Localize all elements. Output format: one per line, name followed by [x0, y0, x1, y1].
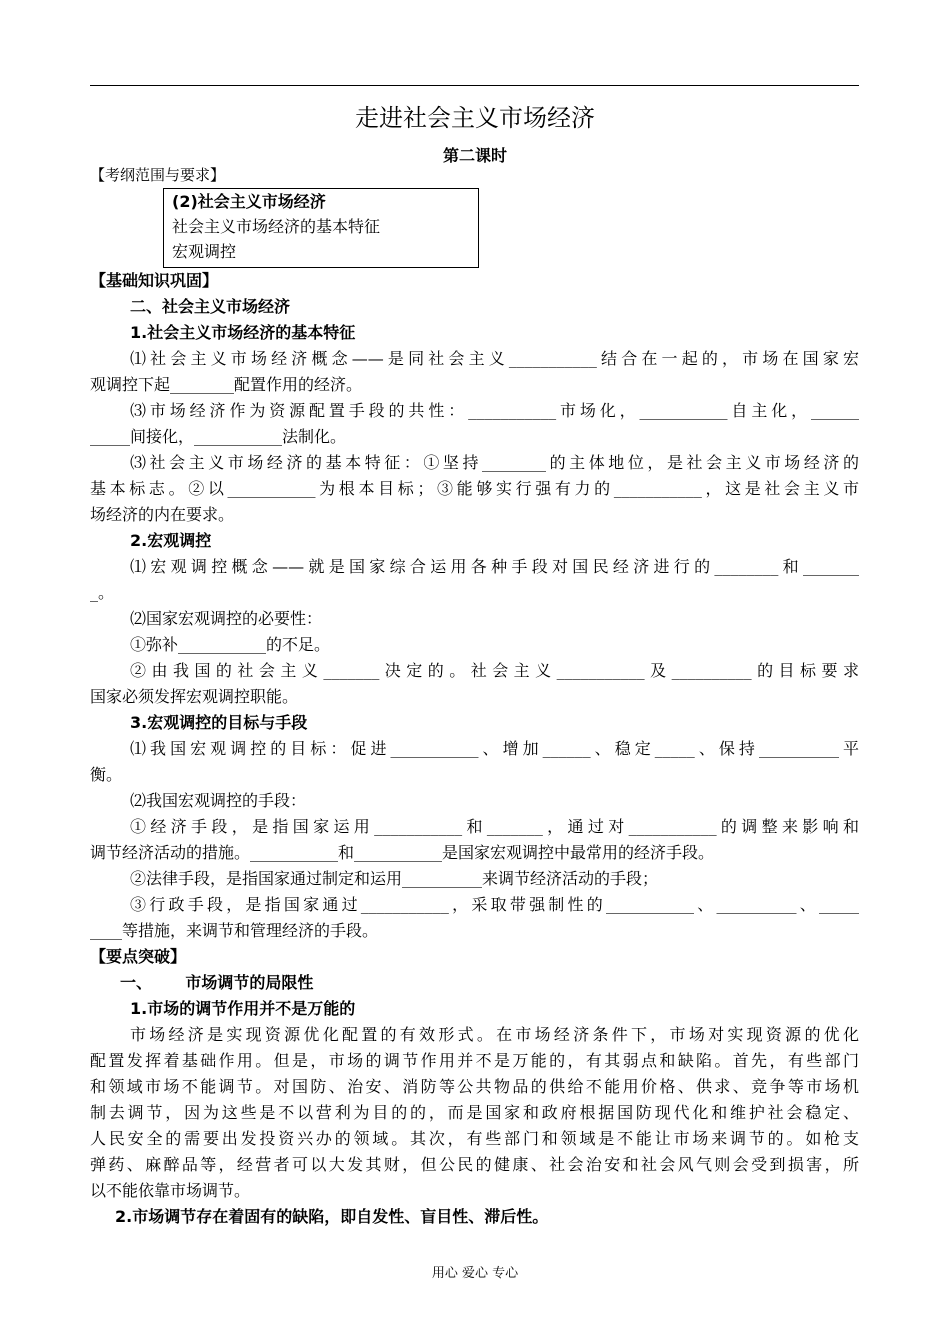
paragraph-line: ①经济手段，是指国家运用___________和_______，通过对___________的调整来影响和 [130, 817, 859, 836]
subsection-heading: 2.市场调节存在着固有的缺陷，即自发性、盲目性、滞后性。 [115, 1207, 549, 1226]
scope-box-item: 宏观调控 [172, 242, 237, 261]
paragraph-line: ____等措施，来调节和管理经济的手段。 [90, 921, 379, 940]
paragraph-line: _____间接化，___________法制化。 [90, 427, 347, 446]
paragraph-line: ②法律手段，是指国家通过制定和运用__________来调节经济活动的手段； [130, 869, 659, 888]
paragraph-line: ⑵我国宏观调控的手段： [130, 791, 307, 810]
paragraph-line: 国家必须发挥宏观调控职能。 [90, 687, 299, 706]
paragraph-line: 制去调节，因为这些是不以营利为目的的，而是国家和政府根据国防现代化和维护社会稳定、 [90, 1103, 859, 1122]
paragraph-line: ①弥补___________的不足。 [130, 635, 331, 654]
paragraph-line: 配置发挥着基础作用。但是，市场的调节作用并不是万能的，有其弱点和缺陷。首先，有些部门 [90, 1051, 859, 1070]
section-heading-basics: 【基础知识巩固】 [90, 271, 219, 290]
scope-box-heading: (2)社会主义市场经济 [172, 192, 326, 211]
scope-box-item: 社会主义市场经济的基本特征 [172, 217, 381, 236]
page-title: 走进社会主义市场经济 [355, 104, 595, 132]
paragraph-line: ⑴宏观调控概念——就是国家综合运用各种手段对国民经济进行的________和_______ [130, 557, 859, 576]
subsection-heading: 3.宏观调控的目标与手段 [130, 713, 308, 732]
paragraph-line: ③行政手段，是指国家通过___________，采取带强制性的___________、__________、_____ [130, 895, 859, 914]
top-rule [90, 85, 859, 86]
paragraph-line: ⑴我国宏观调控的目标：促进___________、增加______、稳定_____、保持__________平 [130, 739, 859, 758]
page-footer: 用心 爱心 专心 [431, 1266, 519, 1281]
paragraph-line: 基本标志。②以___________为根本目标；③能够实行强有力的___________，这是社会主义市 [90, 479, 859, 498]
paragraph-line: 以不能依靠市场调节。 [90, 1181, 251, 1200]
paragraph-line: 观调控下起________配置作用的经济。 [90, 375, 363, 394]
paragraph-line: ②由我国的社会主义_______决定的。社会主义___________及__________的目标要求 [130, 661, 859, 680]
paragraph-line: 弹药、麻醉品等，经营者可以大发其财，但公民的健康、社会治安和社会风气则会受到损害，所 [90, 1155, 859, 1174]
paragraph-line: 市场经济是实现资源优化配置的有效形式。在市场经济条件下，市场对实现资源的优化 [130, 1025, 859, 1044]
subsection-heading: 一、 市场调节的局限性 [120, 973, 314, 992]
paragraph-line: ⑶社会主义市场经济的基本特征：①坚持________的主体地位，是社会主义市场经济的 [130, 453, 859, 472]
paragraph-line: ⑴社会主义市场经济概念——是同社会主义___________结合在一起的，市场在国家宏 [130, 349, 859, 368]
paragraph-line: 衡。 [90, 765, 123, 784]
subsection-heading: 2.宏观调控 [130, 531, 212, 550]
paragraph-line: ⑶市场经济作为资源配置手段的共性：___________市场化，___________自主化，______ [130, 401, 859, 420]
paragraph-line: 场经济的内在要求。 [90, 505, 235, 524]
subsection-heading: 1.社会主义市场经济的基本特征 [130, 323, 356, 342]
section-heading-key-points: 【要点突破】 [90, 947, 187, 966]
scope-label: 【考纲范围与要求】 [90, 166, 226, 184]
paragraph-line: 和领域市场不能调节。对国防、治安、消防等公共物品的供给不能用价格、供求、竞争等市场机 [90, 1077, 859, 1096]
paragraph-line: ⑵国家宏观调控的必要性： [130, 609, 323, 628]
scope-box [163, 188, 479, 268]
page-subtitle: 第二课时 [442, 146, 507, 165]
subsection-heading: 1.市场的调节作用并不是万能的 [130, 999, 356, 1018]
paragraph-line: 调节经济活动的措施。___________和___________是国家宏观调控中最常用的经济手段。 [90, 843, 715, 862]
paragraph-line: 人民安全的需要出发投资兴办的领域。其次，有些部门和领域是不能让市场来调节的。如枪支 [90, 1129, 859, 1148]
subsection-heading: 二、社会主义市场经济 [130, 297, 291, 316]
paragraph-line: _。 [90, 583, 115, 602]
